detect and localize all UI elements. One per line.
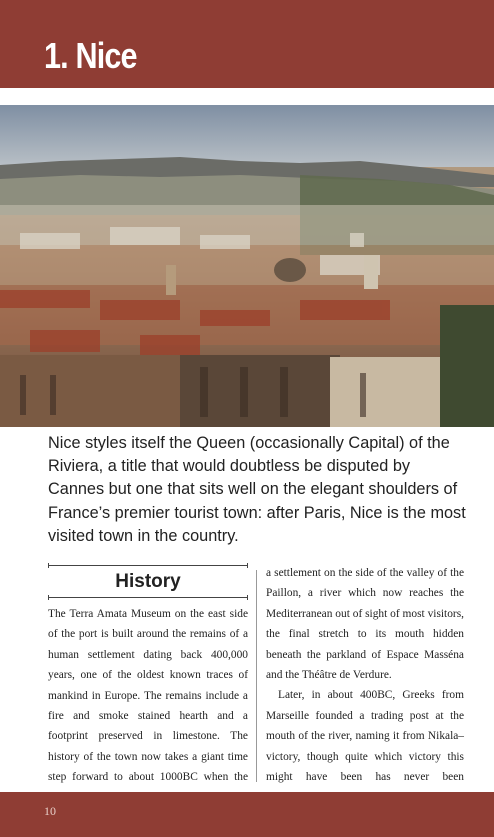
history-paragraph-left: The Terra Amata Museum on the east side of the port is built around the remains of a human settlement dating back 400,000 years, one of the oldest known traces of mankind in Europe. The remains include a fire and smoke stained hearth and a footprint preserved in limestone. The history of the town now takes a giant time step forward to about 1000BC when the xyxy=(48,608,248,784)
footer-band xyxy=(0,792,494,837)
chapter-title: 1. Nice xyxy=(44,35,137,76)
right-column xyxy=(266,563,464,828)
heading-rule-bottom xyxy=(48,597,248,598)
page-number: 10 xyxy=(44,804,56,818)
header-gap xyxy=(0,88,494,105)
history-paragraph-right-2: Later, in about 400BC, Greeks from Marseille founded a trading post at the mouth of the river, naming it from Nikala–victory, though quite which victory this might have been has never been xyxy=(266,689,464,784)
history-paragraph-right-1: a settlement on the side of the valley of the Paillon, a river which now reaches the Mediterranean out of sight of most visitors, the final stretch to its mouth hidden beneath the parkland of Espace Masséna and the Théâtre de Verdure. xyxy=(266,567,464,682)
heading-rule-top xyxy=(48,565,248,566)
column-divider xyxy=(256,570,257,782)
left-column xyxy=(48,565,248,808)
city-panorama-photo xyxy=(0,105,494,427)
city-panorama-illustration xyxy=(0,105,494,427)
intro-paragraph: Nice styles itself the Queen (occasionally Capital) of the Riviera, a title that would doubtless be disputed by Cannes but one that sits well on the elegant shoulders of France’s premier tourist town: after Paris, Nice is the most visited town in the country. xyxy=(48,434,466,545)
section-heading: History xyxy=(115,571,181,592)
